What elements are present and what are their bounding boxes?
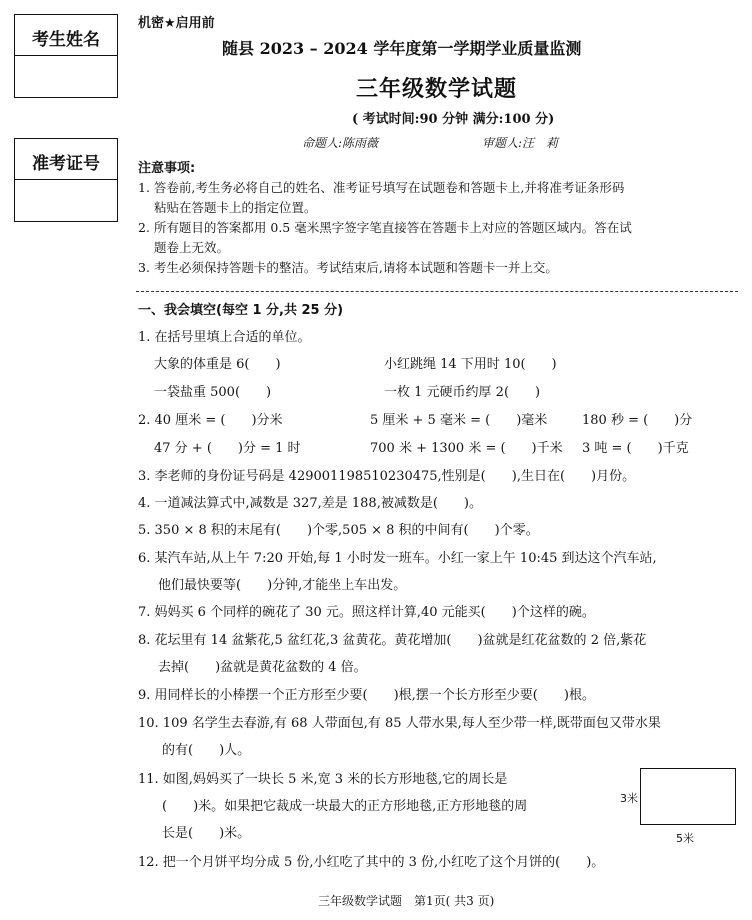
q2f: 3 吨 = ( )千克 xyxy=(582,441,689,456)
id-box-divider xyxy=(15,179,117,180)
id-box xyxy=(14,138,118,222)
q2a: 2. 40 厘米 = ( )分米 xyxy=(138,413,283,428)
q11a: 11. 如图,妈妈买了一块长 5 米,宽 3 米的长方形地毯,它的周长是 xyxy=(138,772,508,787)
subject-title: 三年级数学试题 xyxy=(356,77,518,102)
q11b: ( )米。如果把它裁成一块最大的正方形地毯,正方形地毯的周 xyxy=(162,799,528,814)
q6a: 6. 某汽车站,从上午 7:20 开始,每 1 小时发一班车。小红一家上午 10:45 到达这个汽车站, xyxy=(138,551,657,566)
exam-title: 随县 2023 – 2024 学年度第一学期学业质量监测 xyxy=(222,39,582,58)
q12: 12. 把一个月饼平均分成 5 份,小红吃了其中的 3 份,小红吃了这个月饼的( )。 xyxy=(138,855,605,870)
q1: 1. 在括号里填上合适的单位。 xyxy=(138,330,311,345)
q10a: 10. 109 名学生去春游,有 68 人带面包,有 85 人带水果,每人至少带一样,既带面包又带水果 xyxy=(138,716,661,731)
name-box xyxy=(14,14,118,98)
reviewer: 审题人:汪 莉 xyxy=(482,136,559,150)
q2e: 700 米 + 1300 米 = ( )千米 xyxy=(370,441,563,456)
notes-line-5: 3. 考生必须保持答题卡的整洁。考试结束后,请将本试题和答题卡一并上交。 xyxy=(138,260,558,275)
q4: 4. 一道减法算式中,减数是 327,差是 188,被减数是( )。 xyxy=(138,496,482,511)
q9: 9. 用同样长的小棒摆一个正方形至少要( )根,摆一个长方形至少要( )根。 xyxy=(138,688,595,703)
q3: 3. 李老师的身份证号码是 429001198510230475,性别是( ),生日在( )月份。 xyxy=(138,469,636,484)
q2d: 47 分 + ( )分 = 1 时 xyxy=(154,441,301,456)
q11c: 长是( )米。 xyxy=(162,826,251,841)
section-divider xyxy=(136,291,738,292)
name-box-divider xyxy=(15,55,117,56)
notes-line-3: 2. 所有题目的答案都用 0.5 毫米黑字签字笔直接答在答题卡上对应的答题区域内。答在试 xyxy=(138,220,632,235)
q6b: 他们最快要等( )分钟,才能坐上车出发。 xyxy=(158,578,407,593)
q10b: 的有( )人。 xyxy=(162,743,251,758)
q8b: 去掉( )盆就是黄花盆数的 4 倍。 xyxy=(158,660,367,675)
time-score: ( 考试时间:90 分钟 满分:100 分) xyxy=(352,112,555,127)
notes-line-1: 1. 答卷前,考生务必将自己的姓名、准考证号填写在试题卷和答题卡上,并将准考证条形码 xyxy=(138,180,625,195)
page-footer: 三年级数学试题 第1页( 共3 页) xyxy=(318,894,495,908)
id-label: 准考证号 xyxy=(32,154,100,174)
q2b: 5 厘米 + 5 毫米 = ( )毫米 xyxy=(370,413,548,428)
notes-title: 注意事项: xyxy=(138,161,196,176)
q2c: 180 秒 = ( )分 xyxy=(582,413,693,428)
q1a: 大象的体重是 6( ) xyxy=(154,357,281,372)
q1b: 小红跳绳 14 下用时 10( ) xyxy=(384,357,557,372)
name-field[interactable] xyxy=(15,57,117,97)
secret-label: 机密★启用前 xyxy=(138,16,215,31)
notes-line-2: 粘贴在答题卡上的指定位置。 xyxy=(154,200,317,215)
q7: 7. 妈妈买 6 个同样的碗花了 30 元。照这样计算,40 元能买( )个这样的碗。 xyxy=(138,605,595,620)
notes-line-4: 题卷上无效。 xyxy=(154,240,230,255)
id-field[interactable] xyxy=(15,181,117,221)
setter: 命题人:陈雨薇 xyxy=(302,136,379,150)
carpet-width-label: 3米 xyxy=(620,792,638,805)
q1d: 一枚 1 元硬币约厚 2( ) xyxy=(384,385,541,400)
section-title: 一、我会填空(每空 1 分,共 25 分) xyxy=(138,303,344,318)
q5: 5. 350 × 8 积的末尾有( )个零,505 × 8 积的中间有( )个零。 xyxy=(138,523,539,538)
q1c: 一袋盐重 500( ) xyxy=(154,385,272,400)
carpet-rectangle xyxy=(640,768,736,825)
name-label: 考生姓名 xyxy=(32,30,100,50)
q8a: 8. 花坛里有 14 盆紫花,5 盆红花,3 盆黄花。黄花增加( )盆就是红花盆数的 2 倍,紫花 xyxy=(138,633,647,648)
carpet-length-label: 5米 xyxy=(676,832,694,845)
